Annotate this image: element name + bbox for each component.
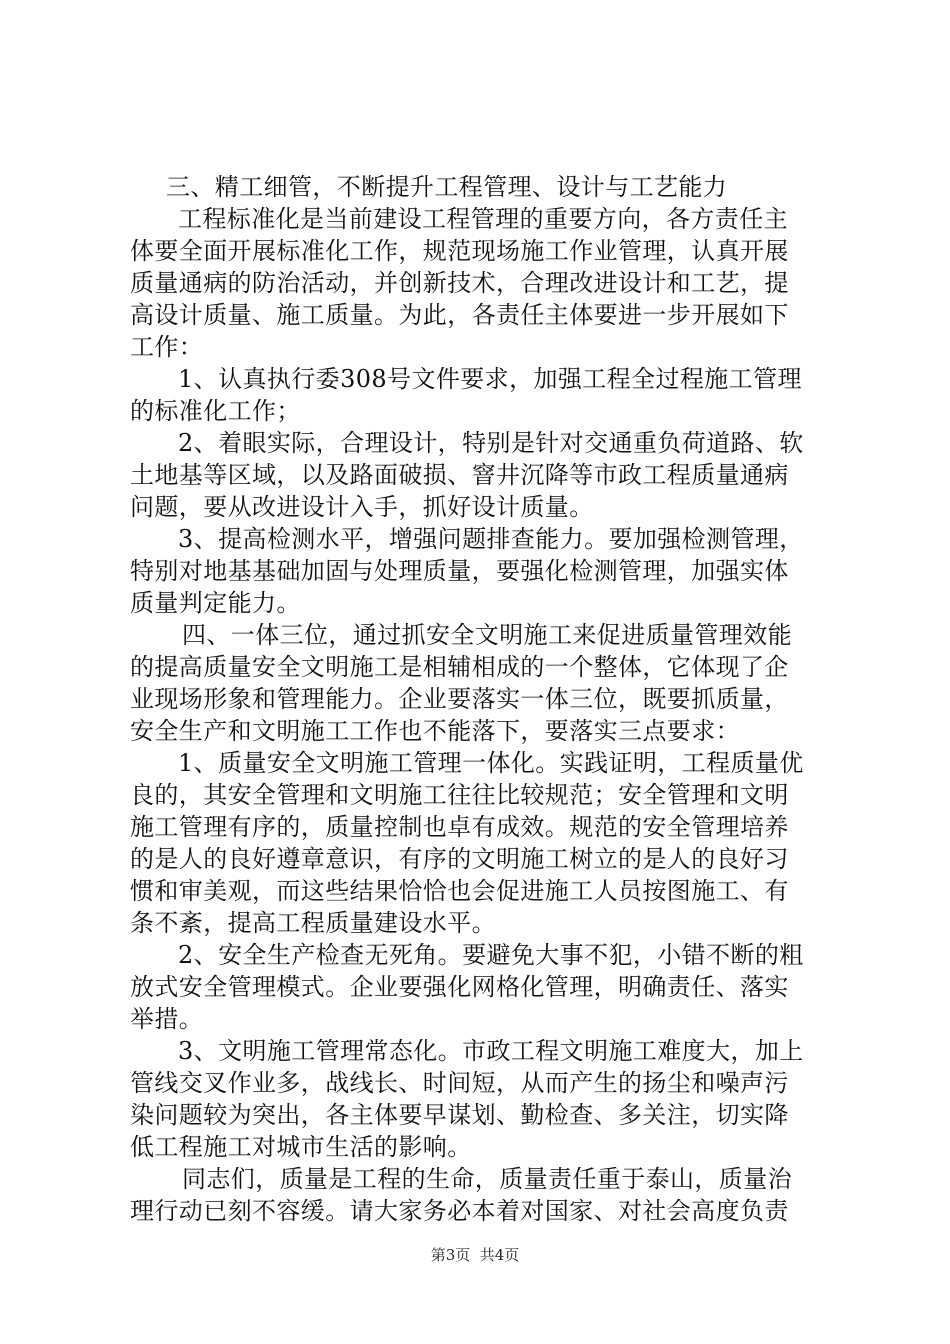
list-item-line: 质量判定能力。 xyxy=(130,589,301,617)
paragraph-line: 高设计质量、施工质量。为此，各责任主体要进一步开展如下 xyxy=(130,301,789,329)
paragraph-line: 体要全面开展标准化工作，规范现场施工作业管理，认真开展 xyxy=(130,237,789,265)
list-item-line: 2、着眼实际，合理设计，特别是针对交通重负荷道路、软 xyxy=(178,429,804,457)
paragraph-line: 工程标准化是当前建设工程管理的重要方向，各方责任主 xyxy=(178,205,788,233)
section-heading-4: 四、一体三位，通过抓安全文明施工来促进质量管理效能 xyxy=(182,621,792,649)
list-item-line: 3、文明施工管理常态化。市政工程文明施工难度大，加上 xyxy=(178,1037,804,1065)
section-heading-3: 三、精工细管，不断提升工程管理、设计与工艺能力 xyxy=(166,173,728,201)
page-number-footer: 第3页 共4页 xyxy=(430,1246,520,1264)
list-item-line: 低工程施工对城市生活的影响。 xyxy=(130,1133,472,1161)
list-item-line: 的标准化工作； xyxy=(130,397,301,425)
list-item-line: 管线交叉作业多，战线长、时间短，从而产生的扬尘和噪声污 xyxy=(130,1069,789,1097)
list-item-line: 惯和审美观，而这些结果恰恰也会促进施工人员按图施工、有 xyxy=(130,877,789,905)
list-item-line: 的是人的良好遵章意识，有序的文明施工树立的是人的良好习 xyxy=(130,845,789,873)
list-item-line: 施工管理有序的，质量控制也卓有成效。规范的安全管理培养 xyxy=(130,813,789,841)
list-item-line: 举措。 xyxy=(130,1005,204,1033)
list-item-line: 1、认真执行委308号文件要求，加强工程全过程施工管理 xyxy=(178,365,802,393)
list-item-line: 问题，要从改进设计入手，抓好设计质量。 xyxy=(130,493,594,521)
list-item-line: 染问题较为突出，各主体要早谋划、勤检查、多关注，切实降 xyxy=(130,1101,789,1129)
list-item-line: 土地基等区域，以及路面破损、窨井沉降等市政工程质量通病 xyxy=(130,461,789,489)
list-item-line: 特别对地基基础加固与处理质量，要强化检测管理，加强实体 xyxy=(130,557,789,585)
paragraph-line: 理行动已刻不容缓。请大家务必本着对国家、对社会高度负责 xyxy=(130,1197,789,1225)
paragraph-line: 的提高质量安全文明施工是相辅相成的一个整体，它体现了企 xyxy=(130,653,789,681)
paragraph-line: 工作： xyxy=(130,333,204,361)
list-item-line: 2、安全生产检查无死角。要避免大事不犯，小错不断的粗 xyxy=(178,941,804,969)
list-item-line: 1、质量安全文明施工管理一体化。实践证明，工程质量优 xyxy=(178,749,804,777)
paragraph-line: 安全生产和文明施工工作也不能落下，要落实三点要求： xyxy=(130,717,740,745)
list-item-line: 良的，其安全管理和文明施工往往比较规范；安全管理和文明 xyxy=(130,781,789,809)
list-item-line: 条不紊，提高工程质量建设水平。 xyxy=(130,909,496,937)
list-item-line: 3、提高检测水平，增强问题排查能力。要加强检测管理， xyxy=(178,525,804,553)
paragraph-line: 质量通病的防治活动，并创新技术，合理改进设计和工艺，提 xyxy=(130,269,789,297)
paragraph-line: 同志们，质量是工程的生命，质量责任重于泰山，质量治 xyxy=(182,1165,792,1193)
list-item-line: 放式安全管理模式。企业要强化网格化管理，明确责任、落实 xyxy=(130,973,789,1001)
paragraph-line: 业现场形象和管理能力。企业要落实一体三位，既要抓质量， xyxy=(130,685,789,713)
